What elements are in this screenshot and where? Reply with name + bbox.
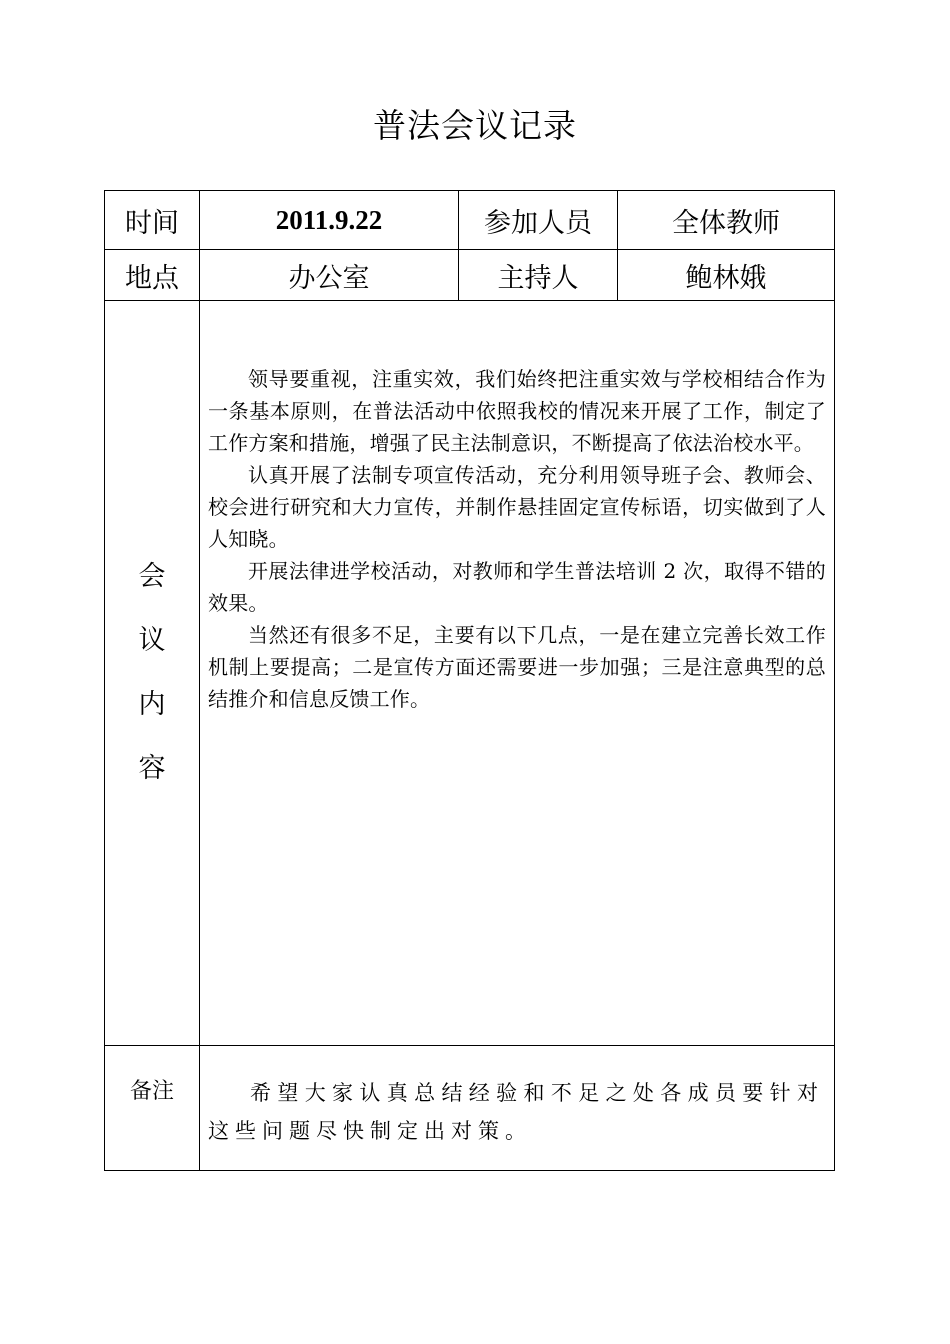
attendees-value: 全体教师	[618, 191, 835, 250]
meeting-record-table	[104, 190, 835, 1171]
time-value: 2011.9.22	[200, 191, 459, 250]
host-value: 鲍林娥	[618, 250, 835, 301]
content-label-char: 会	[138, 561, 166, 592]
table-row-location	[105, 250, 835, 301]
table-row-time	[105, 191, 835, 250]
location-value: 办公室	[200, 250, 459, 301]
content-label-char: 容	[138, 753, 166, 784]
note-content	[200, 1046, 835, 1171]
content-paragraph: 当然还有很多不足，主要有以下几点，一是在建立完善长效工作机制上要提高；二是宣传方面还需要进一步加强；三是注意典型的总结推介和信息反馈工作。	[208, 623, 826, 711]
time-label: 时间	[105, 191, 200, 250]
location-label: 地点	[105, 250, 200, 301]
content-paragraph: 开展法律进学校活动，对教师和学生普法培训 2 次，取得不错的效果。	[208, 559, 826, 615]
note-text: 希望大家认真总结经验和不足之处各成员要针对这些问题尽快制定出对策。	[208, 1081, 824, 1143]
content-paragraph: 认真开展了法制专项宣传活动，充分利用领导班子会、教师会、校会进行研究和大力宣传，并制作悬挂固定宣传标语，切实做到了人人知晓。	[208, 463, 826, 551]
content-label-char: 议	[138, 625, 166, 656]
note-label: 备注	[105, 1046, 200, 1171]
content-label	[105, 301, 200, 1046]
content-paragraph: 领导要重视，注重实效，我们始终把注重实效与学校相结合作为一条基本原则，在普法活动中依照我校的情况来开展了工作，制定了工作方案和措施，增强了民主法制意识，不断提高了依法治校水平。	[208, 367, 826, 455]
table-row-content	[105, 301, 835, 1046]
meeting-content	[200, 301, 835, 1046]
page-title: 普法会议记录	[373, 106, 577, 145]
content-label-char: 内	[138, 689, 166, 720]
host-label: 主持人	[459, 250, 618, 301]
table-row-note	[105, 1046, 835, 1171]
attendees-label: 参加人员	[459, 191, 618, 250]
